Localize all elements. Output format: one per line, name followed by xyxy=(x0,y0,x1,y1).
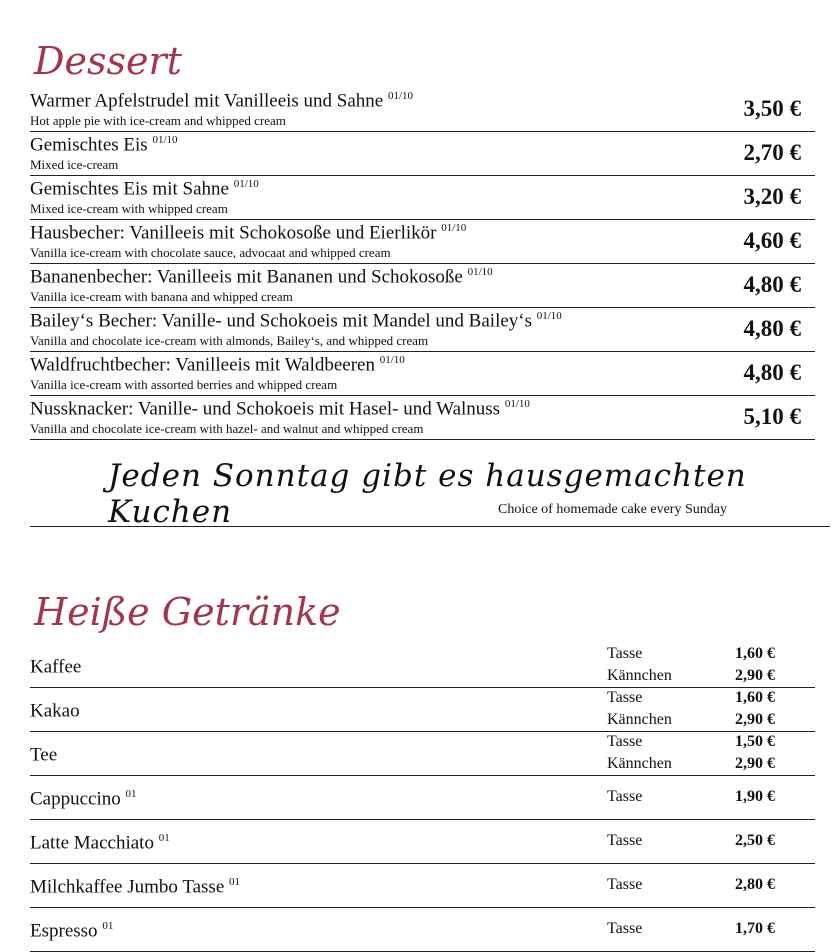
item-name xyxy=(30,700,80,722)
sunday-cake-banner xyxy=(30,440,830,530)
size-price: 2,90 € xyxy=(735,755,775,772)
item-description: Vanilla ice-cream with assorted berries and whipped cream xyxy=(30,377,338,392)
size-price: 1,90 € xyxy=(735,788,775,805)
item-name-text: Warmer Apfelstrudel mit Vanilleeis und Sahne xyxy=(30,90,384,112)
item-name xyxy=(30,354,405,376)
allergen-note: 01 xyxy=(125,788,137,800)
item-name xyxy=(30,310,562,332)
allergen-note: 01/10 xyxy=(536,310,562,322)
hot-drinks-list xyxy=(30,644,815,952)
item-name-text: Milchkaffee Jumbo Tasse xyxy=(30,876,225,898)
size-label: Kännchen xyxy=(607,711,672,728)
item-name xyxy=(30,744,57,766)
size-label: Tasse xyxy=(607,876,643,893)
hot-drinks-title: Heiße Getränke xyxy=(34,590,341,635)
size-price: 2,90 € xyxy=(735,711,775,728)
size-label: Kännchen xyxy=(607,667,672,684)
item-price: 5,10 € xyxy=(743,404,801,429)
size-price: 1,50 € xyxy=(735,733,775,750)
menu-item xyxy=(30,220,815,264)
drink-item xyxy=(30,820,815,864)
item-price: 3,20 € xyxy=(743,184,801,209)
drink-item xyxy=(30,732,815,776)
item-name xyxy=(30,134,178,156)
item-name xyxy=(30,398,530,420)
item-price: 4,80 € xyxy=(743,316,801,341)
drink-item xyxy=(30,864,815,908)
size-price: 2,90 € xyxy=(735,667,775,684)
size-price: 1,60 € xyxy=(735,645,775,662)
allergen-note: 01/10 xyxy=(379,354,405,366)
item-name xyxy=(30,90,413,112)
item-description: Hot apple pie with ice-cream and whipped cream xyxy=(30,113,286,128)
size-label: Tasse xyxy=(607,788,643,805)
promo-subtitle: Choice of homemade cake every Sunday xyxy=(498,502,727,517)
item-name xyxy=(30,178,259,200)
item-name xyxy=(30,266,493,288)
menu-item xyxy=(30,264,815,308)
size-price: 2,50 € xyxy=(735,832,775,849)
menu-item xyxy=(30,132,815,176)
item-price: 4,80 € xyxy=(743,360,801,385)
drink-item xyxy=(30,644,815,688)
size-label: Tasse xyxy=(607,689,643,706)
allergen-note: 01/10 xyxy=(152,134,178,146)
drink-item xyxy=(30,776,815,820)
item-description: Mixed ice-cream with whipped cream xyxy=(30,201,228,216)
item-name-text: Gemischtes Eis xyxy=(30,134,148,156)
size-label: Tasse xyxy=(607,832,643,849)
menu-item xyxy=(30,352,815,396)
item-name-text: Latte Macchiato xyxy=(30,832,154,854)
menu-item xyxy=(30,396,815,440)
item-name-text: Kaffee xyxy=(30,656,82,678)
item-name xyxy=(30,920,113,942)
size-label: Tasse xyxy=(607,733,643,750)
item-name xyxy=(30,876,240,898)
item-name-text: Waldfruchtbecher: Vanilleeis mit Waldbeeren xyxy=(30,354,375,376)
item-description: Vanilla and chocolate ice-cream with hazel- and walnut and whipped cream xyxy=(30,421,424,436)
allergen-note: 01 xyxy=(158,832,170,844)
dessert-title: Dessert xyxy=(34,39,182,84)
item-name-text: Espresso xyxy=(30,920,98,942)
promo-script: Jeden Sonntag gibt es hausgemachten Kuchen xyxy=(108,458,747,530)
size-price: 1,70 € xyxy=(735,920,775,937)
item-name-text: Nussknacker: Vanille- und Schokoeis mit Hasel- und Walnuss xyxy=(30,398,501,420)
allergen-note: 01/10 xyxy=(441,222,467,234)
item-description: Vanilla ice-cream with chocolate sauce, advocaat and whipped cream xyxy=(30,245,391,260)
item-name xyxy=(30,832,170,854)
item-name-text: Bailey‘s Becher: Vanille- und Schokoeis mit Mandel und Bailey‘s xyxy=(30,310,532,332)
item-name-text: Bananenbecher: Vanilleeis mit Bananen und Schokosoße xyxy=(30,266,463,288)
menu-item xyxy=(30,308,815,352)
item-name-text: Tee xyxy=(30,744,58,766)
allergen-note: 01/10 xyxy=(467,266,493,278)
menu-item xyxy=(30,176,815,220)
item-name-text: Cappuccino xyxy=(30,788,121,810)
size-price: 2,80 € xyxy=(735,876,775,893)
item-name xyxy=(30,222,466,244)
item-price: 4,80 € xyxy=(743,272,801,297)
item-price: 3,50 € xyxy=(743,96,801,121)
dessert-list xyxy=(30,88,815,440)
allergen-note: 01/10 xyxy=(233,178,259,190)
item-name-text: Gemischtes Eis mit Sahne xyxy=(30,178,229,200)
size-label: Kännchen xyxy=(607,755,672,772)
drink-item xyxy=(30,908,815,952)
item-description: Vanilla ice-cream with banana and whipped cream xyxy=(30,289,293,304)
allergen-note: 01 xyxy=(102,920,114,932)
item-description: Vanilla and chocolate ice-cream with almonds, Bailey‘s, and whipped cream xyxy=(30,333,429,348)
size-label: Tasse xyxy=(607,920,643,937)
menu-item xyxy=(30,88,815,132)
size-price: 1,60 € xyxy=(735,689,775,706)
drink-item xyxy=(30,688,815,732)
item-name-text: Hausbecher: Vanilleeis mit Schokosoße und Eierlikör xyxy=(30,222,437,244)
item-price: 4,60 € xyxy=(743,228,801,253)
allergen-note: 01/10 xyxy=(388,90,414,102)
item-name-text: Kakao xyxy=(30,700,80,722)
item-name xyxy=(30,656,81,678)
item-name xyxy=(30,788,137,810)
allergen-note: 01 xyxy=(229,876,241,888)
item-price: 2,70 € xyxy=(743,140,801,165)
size-label: Tasse xyxy=(607,645,643,662)
item-description: Mixed ice-cream xyxy=(30,157,119,172)
allergen-note: 01/10 xyxy=(504,398,530,410)
